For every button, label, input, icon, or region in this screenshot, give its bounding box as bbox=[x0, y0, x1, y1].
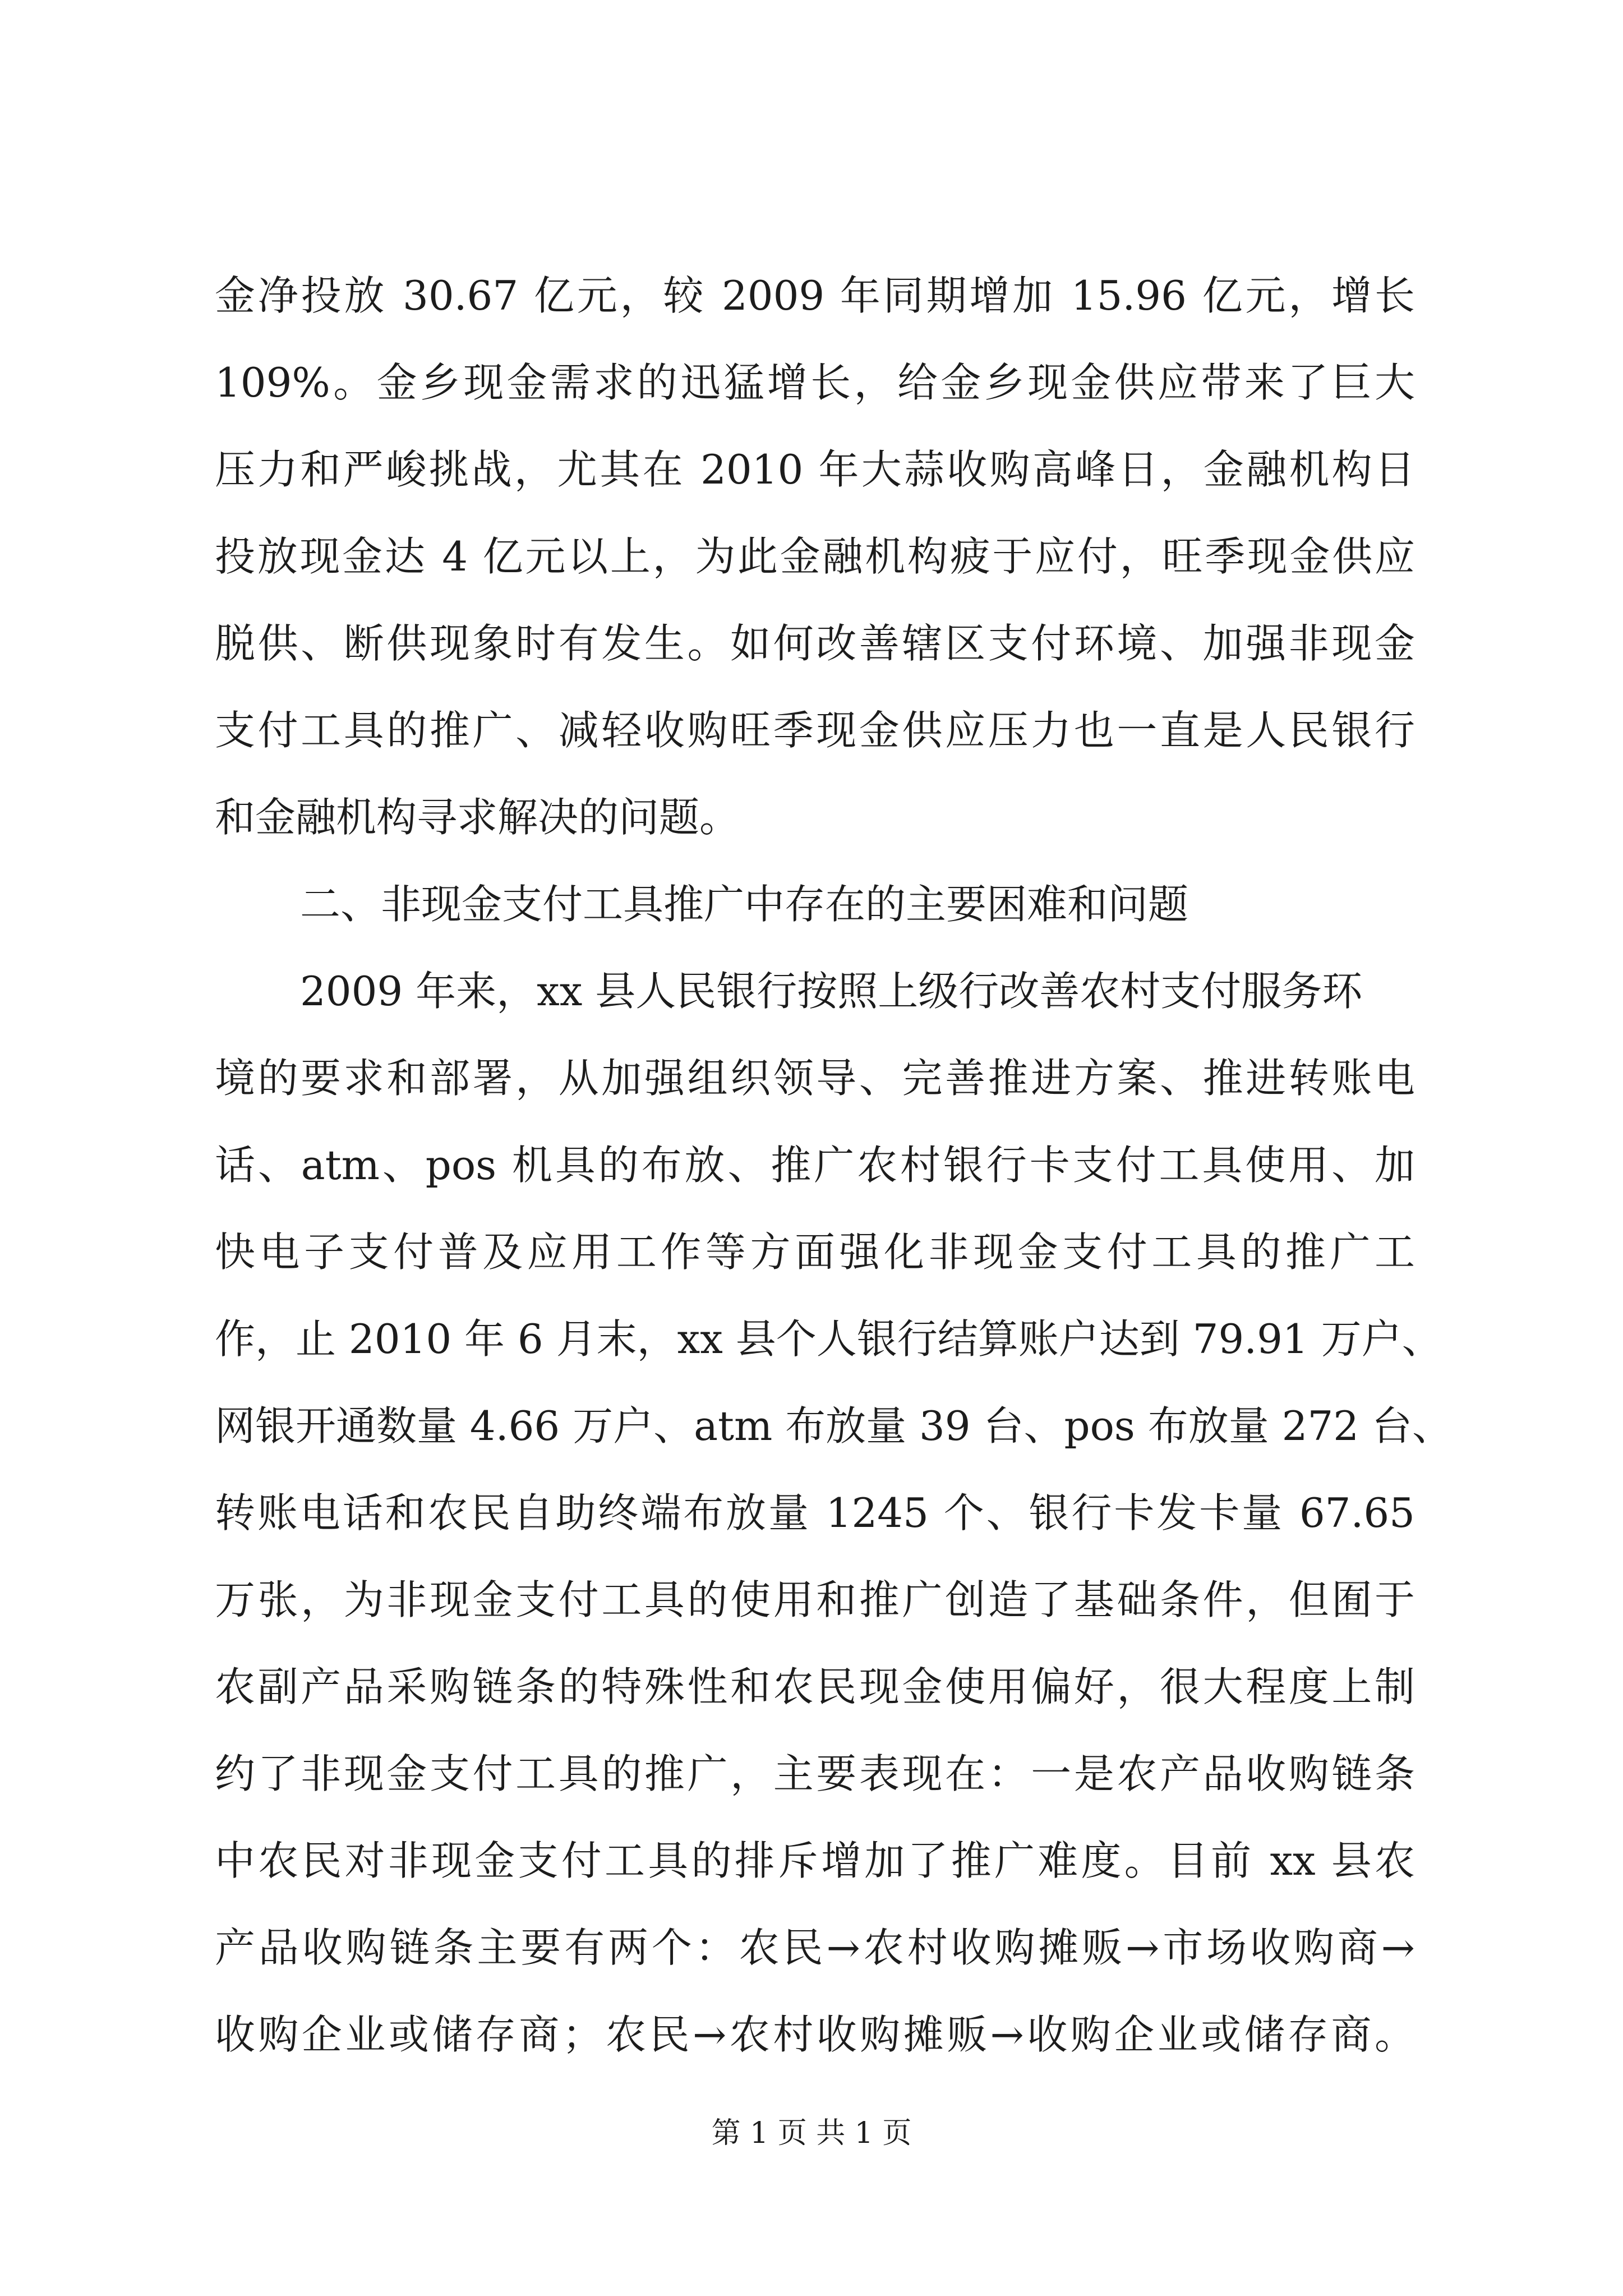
text-line: 网银开通数量 4.66 万户、atm 布放量 39 台、pos 布放量 272 台、 bbox=[215, 1402, 1453, 1450]
text-line: 约了非现金支付工具的推广，主要表现在：一是农产品收购链条 bbox=[215, 1750, 1415, 1797]
text-line: 金净投放 30.67 亿元，较 2009 年同期增加 15.96 亿元，增长 bbox=[215, 272, 1415, 319]
text-line: 2009 年来，xx 县人民银行按照上级行改善农村支付服务环 bbox=[300, 968, 1363, 1015]
text-line: 和金融机构寻求解决的问题。 bbox=[215, 794, 740, 841]
text-line: 境的要求和部署，从加强组织领导、完善推进方案、推进转账电 bbox=[215, 1055, 1415, 1102]
text-line: 作，止 2010 年 6 月末，xx 县个人银行结算账户达到 79.91 万户、 bbox=[215, 1315, 1442, 1363]
text-line: 快电子支付普及应用工作等方面强化非现金支付工具的推广工 bbox=[215, 1228, 1415, 1276]
text-line: 农副产品采购链条的特殊性和农民现金使用偏好，很大程度上制 bbox=[215, 1663, 1415, 1710]
text-line: 支付工具的推广、减轻收购旺季现金供应压力也一直是人民银行 bbox=[215, 707, 1415, 754]
text-line: 压力和严峻挑战，尤其在 2010 年大蒜收购高峰日，金融机构日 bbox=[215, 446, 1415, 493]
text-line: 万张，为非现金支付工具的使用和推广创造了基础条件，但囿于 bbox=[215, 1576, 1415, 1623]
page-footer: 第 1 页 共 1 页 bbox=[711, 2116, 912, 2150]
text-line: 109%。金乡现金需求的迅猛增长，给金乡现金供应带来了巨大 bbox=[215, 359, 1415, 406]
text-line: 中农民对非现金支付工具的排斥增加了推广难度。目前 xx 县农 bbox=[215, 1837, 1415, 1884]
document-body bbox=[215, 252, 1453, 2078]
text-line: 话、atm、pos 机具的布放、推广农村银行卡支付工具使用、加 bbox=[215, 1142, 1415, 1189]
text-line: 投放现金达 4 亿元以上，为此金融机构疲于应付，旺季现金供应 bbox=[215, 533, 1415, 580]
text-line: 收购企业或储存商；农民→农村收购摊贩→收购企业或储存商。 bbox=[215, 2011, 1415, 2058]
text-line: 产品收购链条主要有两个：农民→农村收购摊贩→市场收购商→ bbox=[215, 1924, 1415, 1971]
section-heading: 二、非现金支付工具推广中存在的主要困难和问题 bbox=[300, 881, 1189, 928]
text-line: 转账电话和农民自助终端布放量 1245 个、银行卡发卡量 67.65 bbox=[215, 1489, 1415, 1536]
text-line: 脱供、断供现象时有发生。如何改善辖区支付环境、加强非现金 bbox=[215, 620, 1415, 667]
